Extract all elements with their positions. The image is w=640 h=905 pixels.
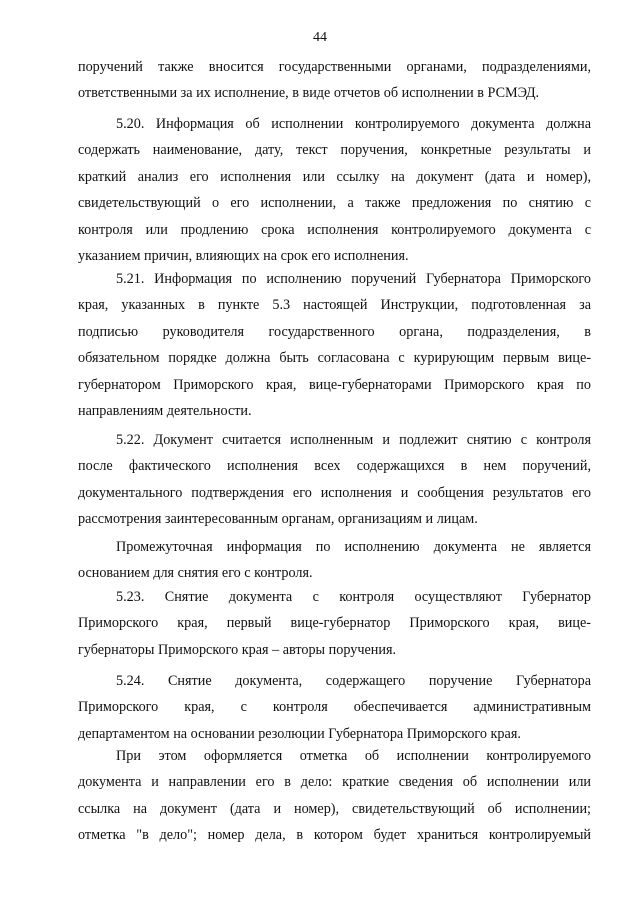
text-line: Промежуточная информация по исполнению документа не является bbox=[116, 539, 591, 555]
paragraph-5-22 bbox=[78, 427, 591, 533]
text-line: Приморского края, с контроля обеспечивается административным bbox=[78, 699, 591, 716]
text-line: 5.22. Документ считается исполненным и подлежит снятию с контроля bbox=[116, 432, 591, 448]
text-line: направлениям деятельности. bbox=[78, 402, 252, 419]
paragraph-5-23 bbox=[78, 584, 591, 663]
text-line: 5.21. Информация по исполнению поручений Губернатора Приморского bbox=[116, 271, 591, 287]
page-number: 44 bbox=[313, 30, 327, 45]
paragraph-5-21 bbox=[78, 266, 591, 424]
text-line: краткий анализ его исполнения или ссылку на документ (дата и номер), bbox=[78, 168, 591, 185]
text-line: Приморского края, первый вице-губернатор Приморского края, вице- bbox=[78, 615, 591, 632]
text-line: отметка "в дело"; номер дела, в котором будет храниться контролируемый bbox=[78, 827, 591, 844]
text-line: поручений также вносится государственными органами, подразделениями, bbox=[78, 59, 591, 75]
text-line: содержать наименование, дату, текст поручения, конкретные результаты и bbox=[78, 142, 591, 159]
text-line: При этом оформляется отметка об исполнении контролируемого bbox=[116, 748, 591, 764]
paragraph-interim bbox=[78, 534, 591, 587]
text-line: губернатором Приморского края, вице-губернаторами Приморского края по bbox=[78, 376, 591, 393]
text-line: после фактического исполнения всех содержащихся в нем поручений, bbox=[78, 458, 591, 475]
text-line: подписью руководителя государственного органа, подразделения, в bbox=[78, 323, 591, 340]
paragraph-continuation bbox=[78, 54, 591, 107]
text-line: документа и направлении его в дело: краткие сведения об исполнении или bbox=[78, 774, 591, 791]
text-line: указанием причин, влияющих на срок его исполнения. bbox=[78, 247, 409, 264]
text-line: свидетельствующий о его исполнении, а также предложения по снятию с bbox=[78, 195, 591, 212]
text-line: ответственными за их исполнение, в виде отчетов об исполнении в РСМЭД. bbox=[78, 85, 540, 102]
text-line: департаментом на основании резолюции Губернатора Приморского края. bbox=[78, 725, 521, 742]
text-line: губернаторы Приморского края – авторы поручения. bbox=[78, 641, 397, 658]
text-line: края, указанных в пункте 5.3 настоящей Инструкции, подготовленная за bbox=[78, 297, 591, 314]
paragraph-5-24 bbox=[78, 668, 591, 747]
text-line: 5.20. Информация об исполнении контролируемого документа должна bbox=[116, 116, 591, 132]
text-line: документального подтверждения его исполнения и сообщения результатов его bbox=[78, 484, 591, 501]
paragraph-5-20 bbox=[78, 111, 591, 269]
text-line: 5.24. Снятие документа, содержащего поручение Губернатора bbox=[116, 673, 591, 689]
text-line: основанием для снятия его с контроля. bbox=[78, 565, 313, 582]
text-line: ссылка на документ (дата и номер), свидетельствующий об исполнении; bbox=[78, 800, 591, 817]
text-line: 5.23. Снятие документа с контроля осуществляют Губернатор bbox=[116, 589, 591, 605]
text-line: обязательном порядке должна быть согласована с курирующим первым вице- bbox=[78, 350, 591, 367]
text-line: контроля или продлению срока исполнения контролируемого документа с bbox=[78, 221, 591, 238]
paragraph-control-mark bbox=[78, 743, 591, 849]
text-line: рассмотрения заинтересованным органам, организациям и лицам. bbox=[78, 511, 478, 528]
